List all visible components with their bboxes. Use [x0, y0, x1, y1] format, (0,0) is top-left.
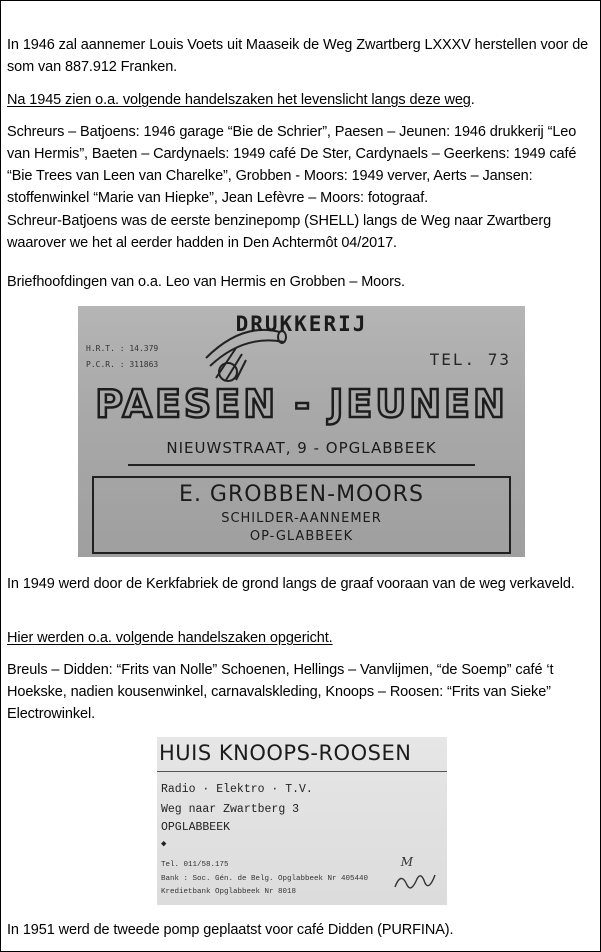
- paragraph-shell-pump: Schreur-Batjoens was de eerste benzinepomp (SHELL) langs de Weg naar Zwartberg waarover we het al eerder hadden in Den Achtermôt 04/2017.: [7, 213, 552, 251]
- town-label: OP-GLABBEEK: [249, 529, 354, 544]
- pcr-number: P.C.R. : 311863: [86, 360, 159, 369]
- letterhead-paesen-jeunen-grobben-moors: [78, 306, 525, 557]
- divider-line: [128, 464, 475, 466]
- bank-line-2: Kredietbank Opglabbeek Nr 8018: [161, 888, 297, 896]
- telephone-label: TEL. 73: [429, 350, 511, 369]
- paragraph-road-repair: In 1946 zal aannemer Louis Voets uit Maaseik de Weg Zwartberg LXXXV herstellen voor de som van 887.912 Franken.: [7, 37, 589, 75]
- title-underline: [157, 771, 447, 772]
- paragraph-business-list-1: Schreurs – Batjoens: 1946 garage “Bie de Schrier”, Paesen – Jeunen: 1946 drukkerij “Leo van Hermis”, Baeten – Cardynaels: 1949 café De Ster, Cardynaels – Geerkens: 1949 café “Bie Trees van Leen van Charelke”, Grobben - Moors: 1949 verver, Aerts – Jansen: stoffenwinkel “Marie van Hiepke”, Jean Lefèvre – Moors: fotograaf.: [7, 124, 577, 206]
- hrt-number: H.R.T. : 14.379: [86, 344, 159, 353]
- drukkerij-label: DRUKKERIJ: [235, 312, 368, 336]
- heading-new-businesses-1945: [7, 89, 595, 111]
- address-line: Weg naar Zwartberg 3: [161, 803, 300, 816]
- services-line: Radio · Elektro · T.V.: [161, 783, 313, 796]
- bank-line-1: Bank : Soc. Gén. de Belg. Opglabbeek Nr 405440: [161, 875, 369, 883]
- town-line: OPGLABBEEK: [161, 821, 231, 834]
- knoops-roosen-title: HUIS KNOOPS-ROOSEN: [159, 741, 412, 765]
- telephone-line: Tel. 011/58.175: [161, 861, 229, 869]
- handwritten-signature: [391, 865, 439, 897]
- heading-text: Hier werden o.a. volgende handelszaken opgericht.: [7, 630, 333, 646]
- heading-text: Na 1945 zien o.a. volgende handelszaken het levenslicht langs deze weg: [7, 92, 471, 108]
- heading-period: .: [470, 92, 475, 108]
- paragraph-kerkfabriek: In 1949 werd door de Kerkfabriek de grond langs de graaf vooraan van de weg verkaveld.: [7, 576, 575, 592]
- letterhead-knoops-roosen: [157, 737, 447, 905]
- grobben-moors-name: E. GROBBEN-MOORS: [179, 482, 424, 507]
- street-address: NIEUWSTRAAT, 9 - OPGLABBEEK: [166, 439, 437, 457]
- paragraph-purfina-pump: In 1951 werd de tweede pomp geplaatst voor café Didden (PURFINA).: [7, 922, 454, 938]
- brand-name-paesen-jeunen: PAESEN - JEUNEN: [95, 382, 508, 426]
- corner-mark: M: [400, 855, 413, 869]
- paragraph-business-list-2: Breuls – Didden: “Frits van Nolle” Schoenen, Hellings – Vanvlijmen, “de Soemp” café ‘t Hoekske, nadien kousenwinkel, carnavalskleding, Knoops – Roosen: “Frits van Sieke” Electrowinkel.: [7, 662, 554, 722]
- paragraph-letterheads-intro: Briefhoofdingen van o.a. Leo van Hermis en Grobben – Moors.: [7, 274, 405, 290]
- diamond-mark-icon: ◆: [161, 839, 167, 849]
- profession-label: SCHILDER-AANNEMER: [221, 511, 382, 526]
- heading-businesses-founded: [7, 627, 595, 649]
